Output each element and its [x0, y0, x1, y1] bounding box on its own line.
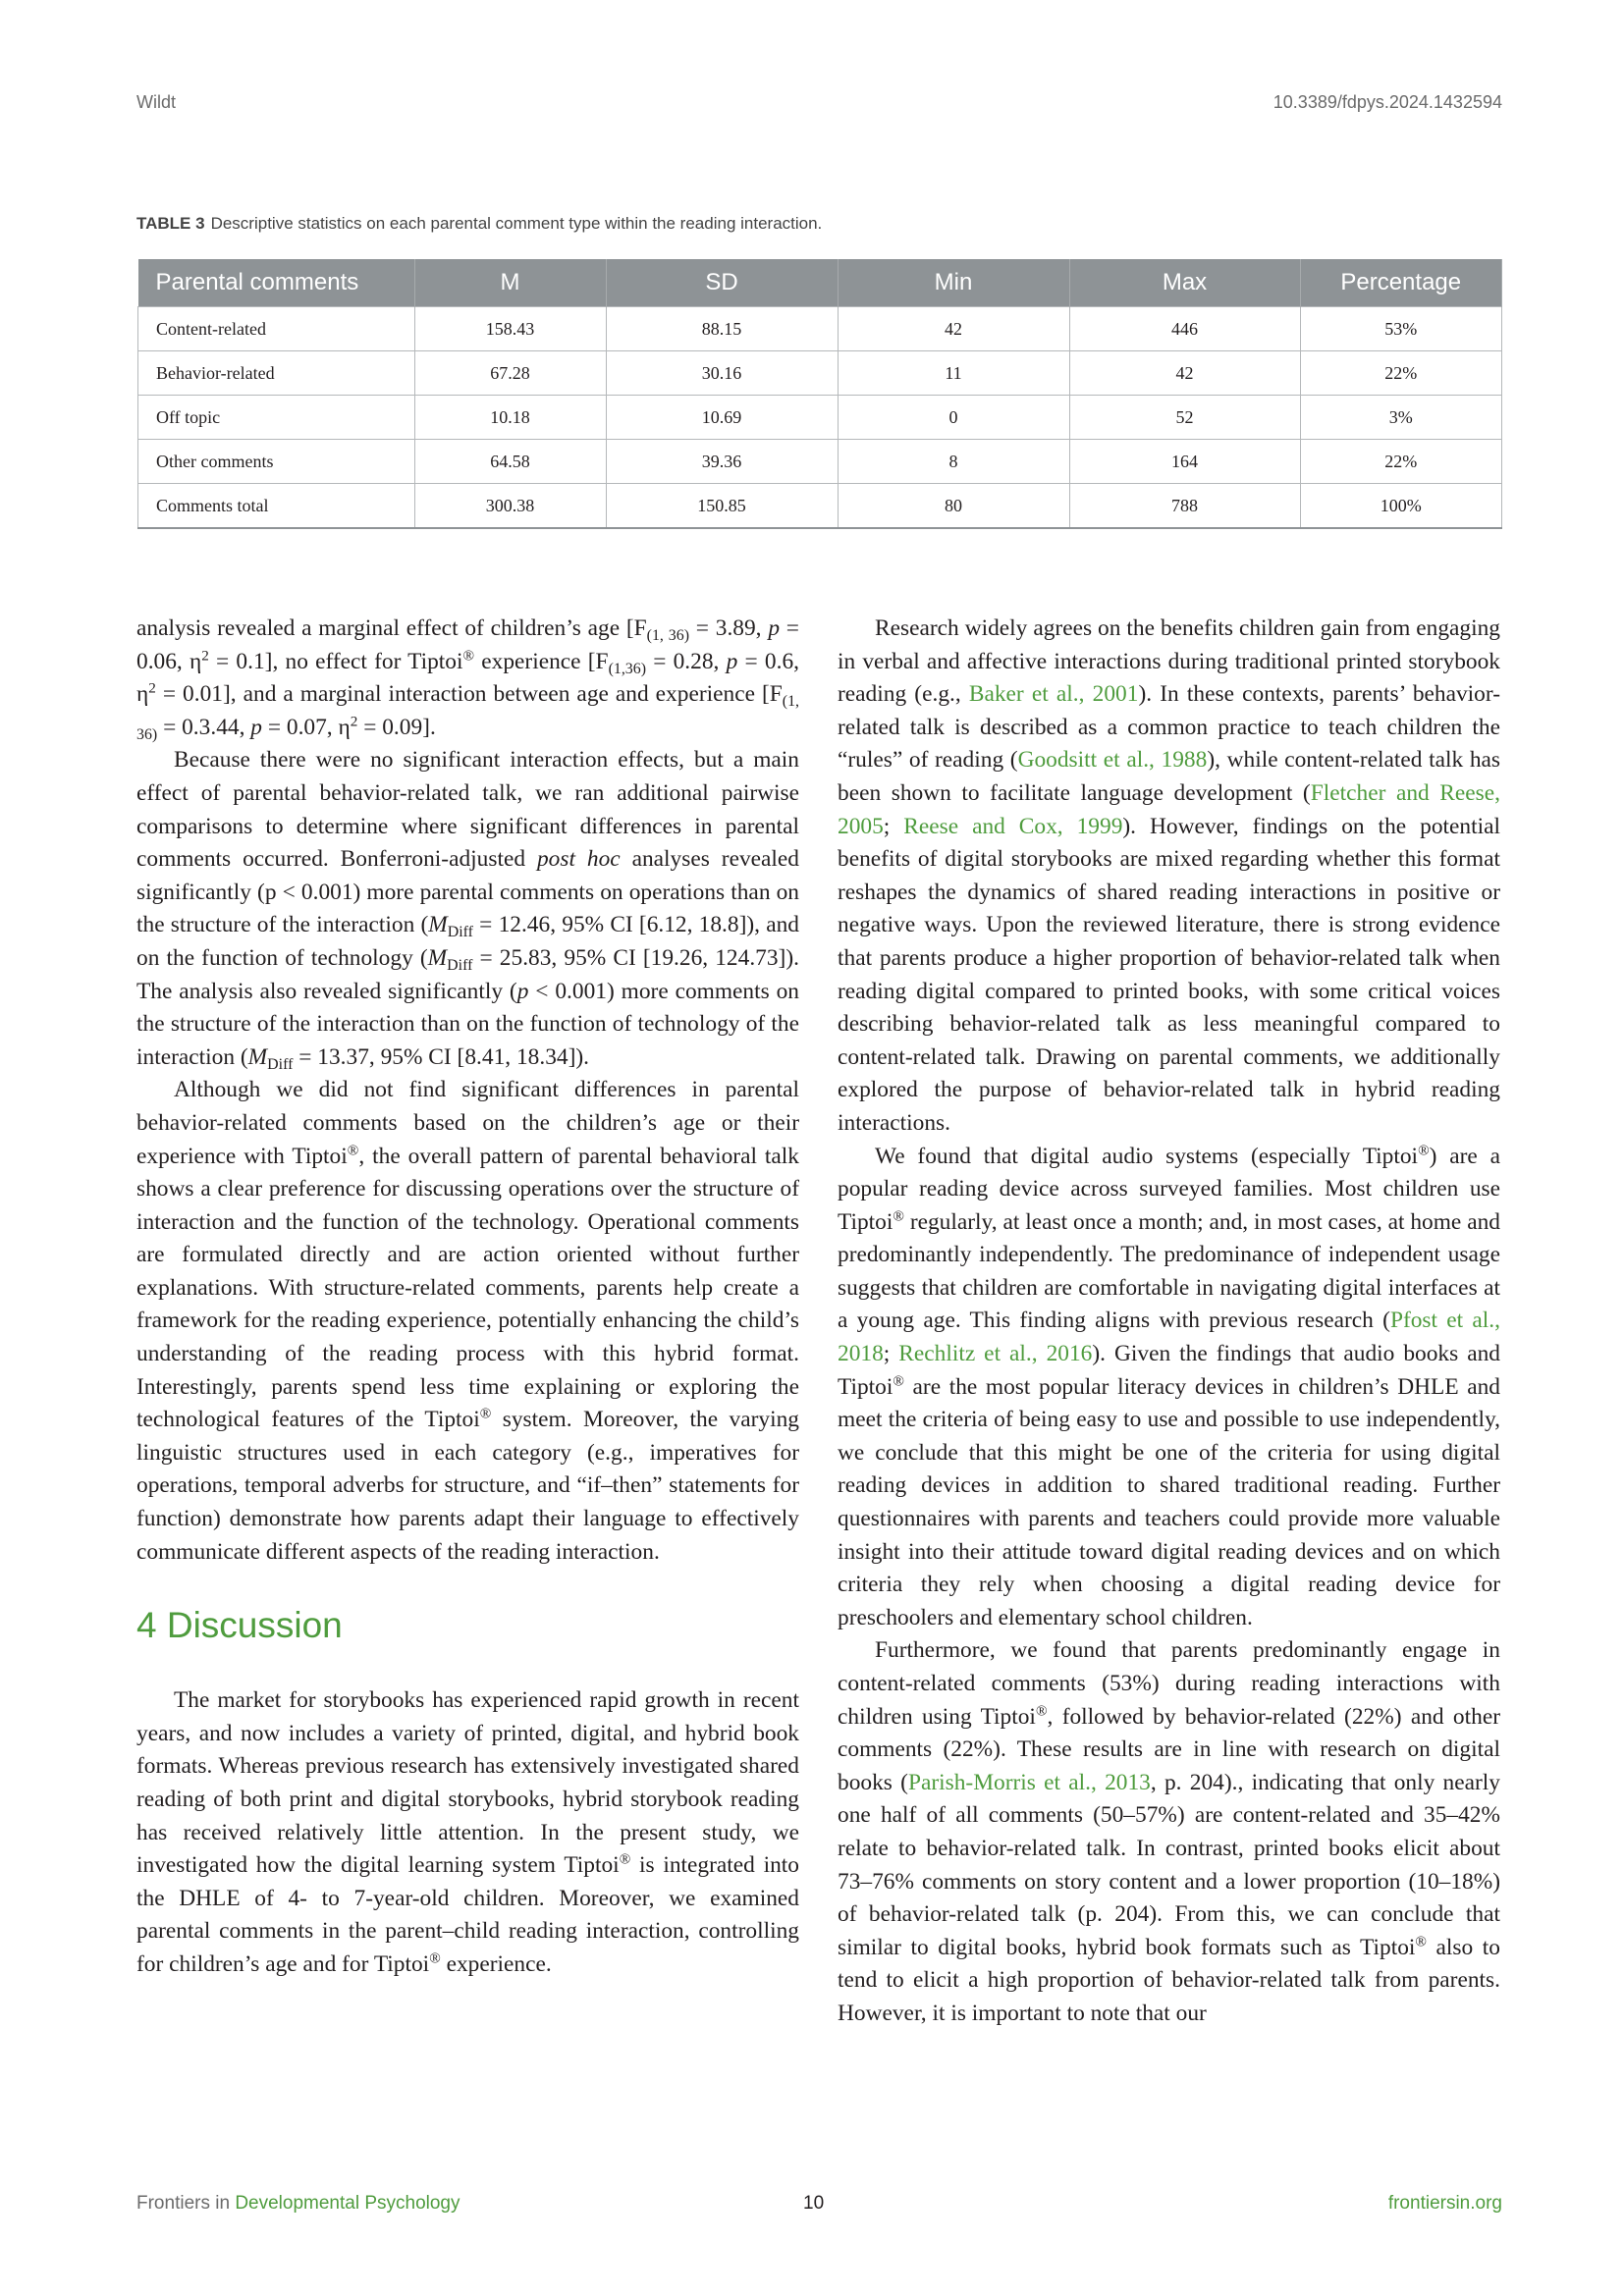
site-link[interactable]: frontiersin.org — [1387, 2193, 1502, 2214]
subscript: Diff — [267, 1055, 294, 1073]
table-cell: 88.15 — [606, 307, 838, 351]
paragraph: Furthermore, we found that parents predominantly engage in content-related comments (53%) during reading interactions with children using Tiptoi®, followed by behavior-related (22%) and other comments (22%). These results are in line with research on digital books (Parish-Morris et al., 2013, p. 204)., indicating that only nearly one half of all comments (50–57%) are content-related and 35–42% relate to behavior-related talk. In contrast, printed books elicit about 73–76% comments on story content and a lower proportion (10–18%) of behavior-related talk (p. 204). From this, we can conclude that similar to digital books, hybrid book formats such as Tiptoi® also to tend to elicit a high proportion of behavior-related talk from parents. However, it is important to note that our — [838, 1637, 1500, 2026]
running-header-author: Wildt — [136, 92, 176, 112]
superscript: 2 — [148, 679, 156, 697]
superscript: ® — [1415, 1933, 1427, 1950]
superscript: ® — [893, 1372, 904, 1390]
citation-link[interactable]: Baker et al., 2001 — [968, 681, 1139, 708]
paragraph: Research widely agrees on the benefits children gain from engaging in verbal and affective interactions during traditional printed storybook reading (e.g., Baker et al., 2001). In these contexts, parents’ behavior-related talk is described as a common practice to teach children the “rules” of reading (Goodsitt et al., 1988), while content-related talk has been shown to facilitate language development (Fletcher and Reese, 2005; Reese and Cox, 1999). However, findings on the potential benefits of digital storybooks are mixed regarding whether this format reshapes the dynamics of shared reading interactions in positive or negative ways. Upon the reviewed literature, there is strong evidence that parents produce a higher proportion of behavior-related talk when reading digital compared to printed books, with some critical voices describing behavior-related talk as less meaningful compared to content-related talk. Drawing on parental comments, we additionally explored the purpose of behavior-related talk in hybrid reading interactions. — [838, 615, 1501, 1136]
table-row — [138, 307, 1502, 351]
italic-text: M — [427, 944, 448, 971]
superscript: ® — [1035, 1702, 1048, 1720]
table-cell: 30.16 — [606, 351, 838, 396]
row-label-cell: Off topic — [138, 396, 415, 440]
footer-journal-prefix: Frontiers in — [136, 2193, 236, 2214]
table-cell: 39.36 — [606, 440, 838, 484]
table-row — [138, 351, 1502, 396]
table-row — [138, 440, 1502, 484]
column-header: Parental comments — [138, 259, 415, 307]
journal-link[interactable]: Developmental Psychology — [235, 2193, 460, 2214]
superscript: ® — [619, 1850, 631, 1868]
column-header: Max — [1069, 259, 1300, 307]
table-cell: 53% — [1300, 307, 1502, 351]
table-cell: 300.38 — [414, 484, 606, 529]
italic-text: p — [726, 648, 738, 674]
table-header-row — [138, 259, 1502, 307]
table-row — [138, 396, 1502, 440]
table-cell: 3% — [1300, 396, 1502, 440]
table-cell: 100% — [1300, 484, 1502, 529]
column-header: SD — [606, 259, 838, 307]
paragraph: Because there were no significant interaction effects, but a main effect of parental behavior-related talk, we ran additional pairwise comparisons to determine where significant differences in parental comments occurred. Bonferroni-adjusted post hoc analyses revealed significantly (p < 0.001) more parental comments on operations than on the structure of the interaction ($M_{Diff} = 12.46$, 95% CI [6.12, 18.8]), and on the function of technology ($M_{Diff} = 25.83$, 95% CI [19.26, 124.73]). The analysis also revealed significantly (p < 0.001) more comments on the structure of the interaction than on the function of technology of the interaction ($M_{Diff} = 13.37$, 95% CI [8.41, 18.34]). — [136, 747, 799, 1073]
superscript: ® — [462, 647, 475, 665]
superscript: ® — [893, 1207, 904, 1225]
italic-text: p — [516, 978, 529, 1004]
italic-text: M — [247, 1043, 268, 1070]
section-heading-discussion: 4 Discussion — [136, 1605, 343, 1646]
table-cell: 8 — [838, 440, 1069, 484]
italic-text: p — [250, 714, 262, 740]
table-cell: 64.58 — [414, 440, 606, 484]
table-cell: 67.28 — [414, 351, 606, 396]
italic-text: post hoc — [536, 846, 621, 873]
paragraph: The market for storybooks has experienced rapid growth in recent years, and now includes a variety of printed, digital, and hybrid book formats. Whereas previous research has extensively investigated shared reading of both print and digital storybooks, hybrid storybook reading has received relatively little attention. In the present study, we investigated how the digital learning system Tiptoi® is integrated into the DHLE of 4- to 7-year-old children. Moreover, we examined parental comments in the parent–child reading interaction, controlling for children’s age and for Tiptoi® experience. — [136, 1687, 799, 1977]
right-column — [838, 613, 1500, 2031]
citation-link[interactable]: Pfost et al., 2018 — [838, 1308, 1501, 1367]
superscript: ® — [479, 1405, 492, 1422]
running-header-doi: 10.3389/fdpys.2024.1432594 — [1272, 92, 1502, 112]
column-header: Percentage — [1300, 259, 1502, 307]
page-number: 10 — [803, 2193, 825, 2214]
table-cell: 0 — [838, 396, 1069, 440]
paragraph: We found that digital audio systems (especially Tiptoi®) are a popular reading device across surveyed families. Most children use Tiptoi® regularly, at least once a month; and, in most cases, at home and predominantly independently. The predominance of independent usage suggests that children are comfortable in navigating digital interfaces at a young age. This finding aligns with previous research (Pfost et al., 2018; Rechlitz et al., 2016). Given the findings that audio books and Tiptoi® are the most popular literacy devices in children’s DHLE and meet the criteria of being easy to use and possible to use independently, we conclude that this might be one of the criteria for using digital reading devices in addition to shared traditional reading. Further questionnaires with parents and teachers could provide more valuable insight into their attitude toward digital reading devices and on which criteria they rely when choosing a digital reading device for preschoolers and elementary school children. — [838, 1142, 1501, 1630]
superscript: 2 — [201, 647, 209, 665]
subscript: Diff — [447, 924, 473, 941]
subscript: (1,36) — [608, 660, 647, 677]
row-label-cell: Content-related — [138, 307, 415, 351]
superscript: ® — [347, 1142, 359, 1159]
table-caption — [136, 214, 822, 234]
subscript: (1, 36) — [136, 692, 799, 743]
italic-text: M — [428, 912, 448, 938]
column-header: M — [414, 259, 606, 307]
citation-link[interactable]: Fletcher and Reese, 2005 — [838, 779, 1500, 839]
table-label: TABLE 3 — [136, 214, 205, 233]
table-cell: 80 — [838, 484, 1069, 529]
table-cell: 10.69 — [606, 396, 838, 440]
table-cell: 446 — [1069, 307, 1300, 351]
table-row — [138, 484, 1502, 529]
table-cell: 150.85 — [606, 484, 838, 529]
subscript: (1, 36) — [646, 626, 689, 644]
table-cell: 788 — [1069, 484, 1300, 529]
table-cell: 22% — [1300, 440, 1502, 484]
table-cell: 164 — [1069, 440, 1300, 484]
paragraph: analysis revealed a marginal effect of children’s age [$F_{(1, 36)} = 3.89$, p = 0.06, $\eta^2 = 0.1$], no effect for Tiptoi® experience [$F_{(1,36)} = 0.28$, p = 0.6, $\eta^2 = 0.01$], and a marginal interaction between age and experience [$F_{(1, 36)} = 0.3.44$, p = 0.07, $\eta^2 = 0.09$]. — [136, 615, 799, 743]
table-cell: 11 — [838, 351, 1069, 396]
table-cell: 22% — [1300, 351, 1502, 396]
table-cell: 52 — [1069, 396, 1300, 440]
footer-journal — [136, 2193, 460, 2215]
citation-link[interactable]: Reese and Cox, 1999 — [903, 813, 1123, 839]
superscript: ® — [1418, 1142, 1430, 1159]
row-label-cell: Other comments — [138, 440, 415, 484]
superscript: ® — [429, 1949, 441, 1967]
table-cell: 158.43 — [414, 307, 606, 351]
italic-text: p — [768, 615, 781, 641]
row-label-cell: Behavior-related — [138, 351, 415, 396]
table-cell: 10.18 — [414, 396, 606, 440]
row-label-cell: Comments total — [138, 484, 415, 529]
table-cell: 42 — [1069, 351, 1300, 396]
column-header: Min — [838, 259, 1069, 307]
paragraph: Although we did not find significant differences in parental behavior-related comments based on the children’s age or their experience with Tiptoi®, the overall pattern of parental behavioral talk shows a clear preference for discussing operations over the structure of interaction and the function of the technology. Operational comments are formulated directly and are action oriented without further explanations. With structure-related comments, parents help create a framework for the reading experience, potentially enhancing the child’s understanding of the reading process with this hybrid format. Interestingly, parents spend less time explaining or exploring the technological features of the Tiptoi® system. Moreover, the varying linguistic structures used in each category (e.g., imperatives for operations, temporal adverbs for structure, and “if–then” statements for function) demonstrate how parents adapt their language to effectively communicate different aspects of the reading interaction. — [136, 1077, 799, 1565]
citation-link[interactable]: Goodsitt et al., 1988 — [1017, 747, 1208, 774]
left-column — [136, 613, 799, 1982]
descriptive-statistics-table — [137, 259, 1502, 529]
citation-link[interactable]: Parish-Morris et al., 2013 — [907, 1769, 1151, 1795]
table-caption-text: Descriptive statistics on each parental comment type within the reading interaction. — [210, 214, 823, 233]
superscript: 2 — [350, 713, 358, 730]
subscript: Diff — [447, 956, 473, 974]
table-cell: 42 — [838, 307, 1069, 351]
citation-link[interactable]: Rechlitz et al., 2016 — [898, 1341, 1093, 1367]
